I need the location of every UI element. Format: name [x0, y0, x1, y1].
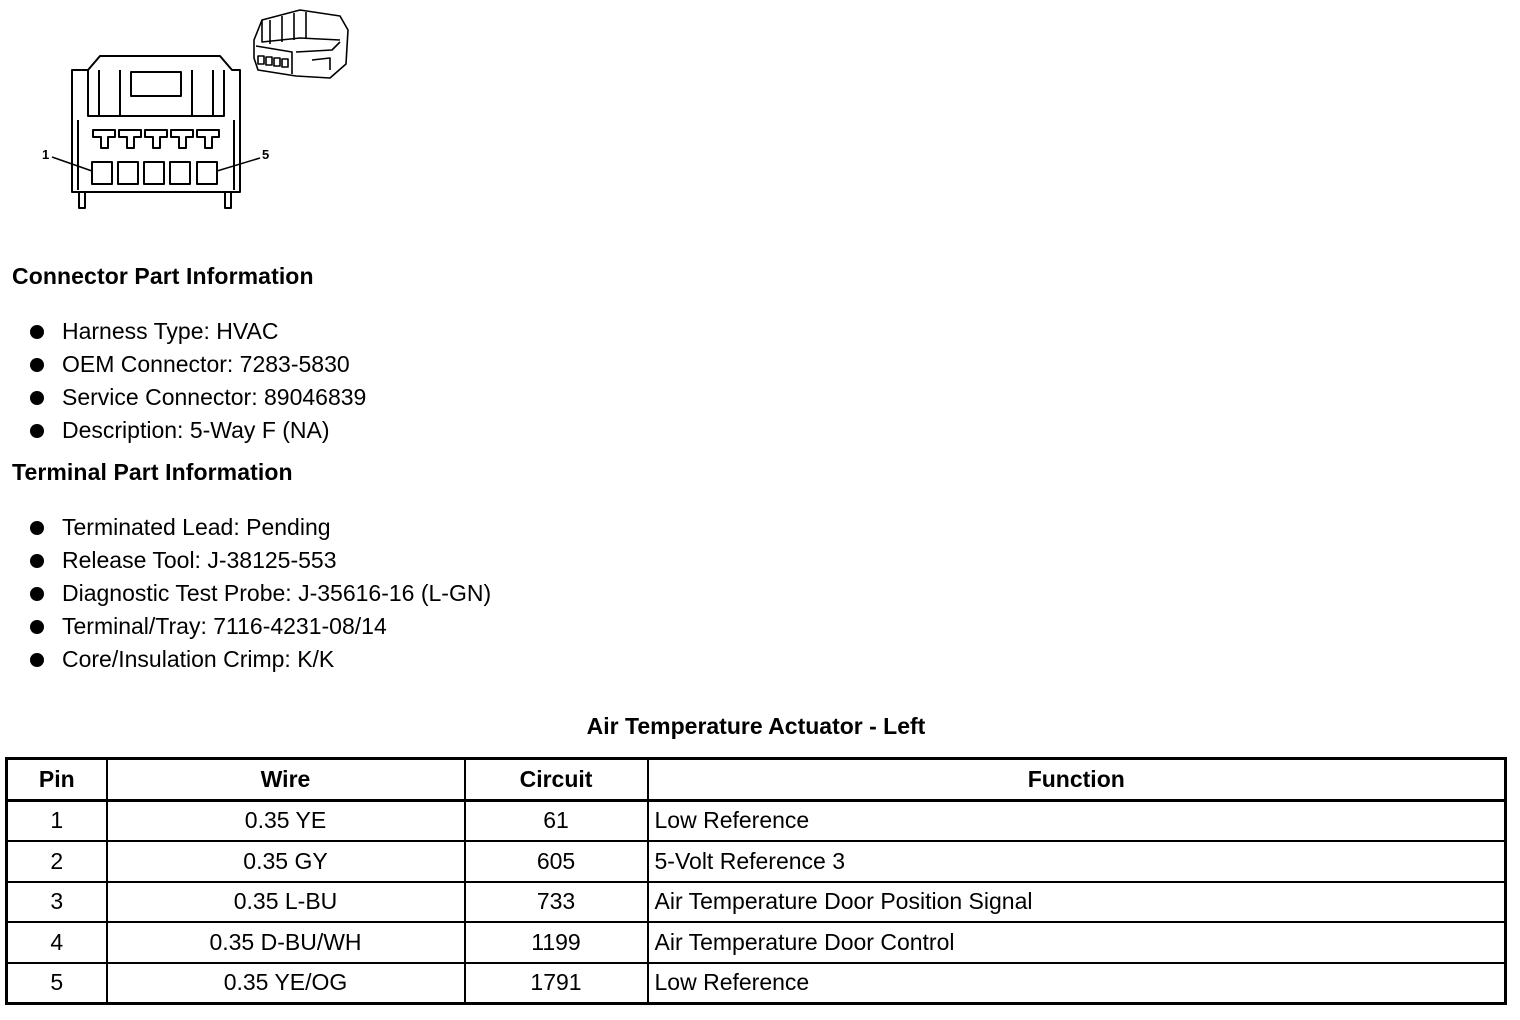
bullet-icon	[30, 521, 44, 535]
list-item: Description: 5-Way F (NA)	[28, 414, 366, 447]
column-header-pin: Pin	[7, 759, 107, 801]
function-cell: Air Temperature Door Position Signal	[648, 882, 1506, 923]
list-item: Harness Type: HVAC	[28, 315, 366, 348]
function-cell: 5-Volt Reference 3	[648, 841, 1506, 882]
list-item: Release Tool: J-38125-553	[28, 544, 491, 577]
terminal-info-list	[28, 511, 491, 676]
circuit-cell: 1199	[465, 922, 648, 963]
circuit-cell: 61	[465, 800, 648, 841]
table-row	[7, 963, 1506, 1004]
bullet-icon	[30, 554, 44, 568]
list-item: OEM Connector: 7283-5830	[28, 348, 366, 381]
column-header-function: Function	[648, 759, 1506, 801]
pin-label-1: 1	[42, 147, 50, 162]
list-item: Diagnostic Test Probe: J-35616-16 (L-GN)	[28, 577, 491, 610]
pin-table	[5, 757, 1507, 1005]
wire-cell: 0.35 YE/OG	[107, 963, 465, 1004]
wire-cell: 0.35 GY	[107, 841, 465, 882]
column-header-circuit: Circuit	[465, 759, 648, 801]
bullet-icon	[30, 620, 44, 634]
bullet-icon	[30, 391, 44, 405]
table-row	[7, 922, 1506, 963]
connector-info-list	[28, 315, 366, 447]
table-title: Air Temperature Actuator - Left	[586, 713, 926, 739]
pin-cell: 3	[7, 882, 107, 923]
list-item: Terminal/Tray: 7116-4231-08/14	[28, 610, 491, 643]
list-item: Core/Insulation Crimp: K/K	[28, 643, 491, 676]
table-row	[7, 882, 1506, 923]
circuit-cell: 1791	[465, 963, 648, 1004]
bullet-icon	[30, 424, 44, 438]
pin-cell: 5	[7, 963, 107, 1004]
pin-label-5: 5	[262, 147, 270, 162]
list-item: Service Connector: 89046839	[28, 381, 366, 414]
bullet-icon	[30, 653, 44, 667]
connector-info-heading: Connector Part Information	[12, 263, 314, 289]
wire-cell: 0.35 L-BU	[107, 882, 465, 923]
connector-diagram	[0, 0, 380, 230]
pin-cavities	[92, 162, 217, 184]
circuit-cell: 733	[465, 882, 648, 923]
pin-cell: 2	[7, 841, 107, 882]
bullet-icon	[30, 587, 44, 601]
connector-3d-view	[254, 10, 348, 78]
bullet-icon	[30, 358, 44, 372]
list-item: Terminated Lead: Pending	[28, 511, 491, 544]
function-cell: Low Reference	[648, 963, 1506, 1004]
wire-cell: 0.35 D-BU/WH	[107, 922, 465, 963]
circuit-cell: 605	[465, 841, 648, 882]
table-row	[7, 800, 1506, 841]
function-cell: Low Reference	[648, 800, 1506, 841]
wire-cell: 0.35 YE	[107, 800, 465, 841]
pin-cell: 1	[7, 800, 107, 841]
table-row	[7, 841, 1506, 882]
terminal-latches	[93, 130, 219, 148]
bullet-icon	[30, 325, 44, 339]
terminal-info-heading: Terminal Part Information	[12, 459, 293, 485]
pin-cell: 4	[7, 922, 107, 963]
function-cell: Air Temperature Door Control	[648, 922, 1506, 963]
column-header-wire: Wire	[107, 759, 465, 801]
connector-body	[72, 56, 240, 192]
table-header-row	[7, 759, 1506, 801]
